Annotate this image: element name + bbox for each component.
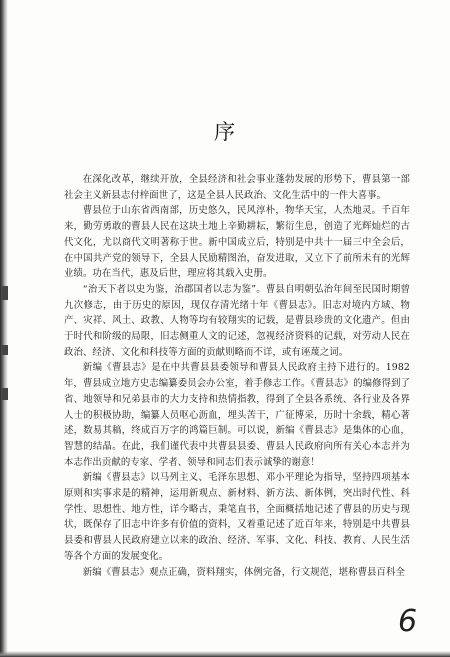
paragraph: 新编《曹县志》观点正确，资料翔实，体例完备，行文规范，堪称曹县百科全 xyxy=(82,566,405,578)
page-number: 6 xyxy=(398,604,418,639)
paragraph: 曹县位于山东省西南部，历史悠久，民风淳朴，物华天宝，人杰地灵。千百年来，勤劳勇敢的曹县人民在这块土地上辛勤耕耘，繁衍生息，创造了光辉灿烂的古代文化，尤以商代文明著称于世。新中国成立后，特别是中共十一届三中全会后，在中国共产党的领导下，全县人民励精图治，奋发进取，又立下了前所未有的光辉业绩。功在当代，惠及后世，理应将其载入史册。 xyxy=(64,205,410,280)
paragraph: “治天下者以史为鉴，治郡国者以志为鉴”。曹县自明朝弘治年间至民国时期曾九次修志，由于历史的原因，现仅存清光绪十年《曹县志》。旧志对境内方域、物产、灾祥、风土、政教、人物等均有较翔实的记载，是曹县珍贵的文化遗产。但由于时代和阶级的局限，旧志侧重人文的记述，忽视经济资料的记载，对劳动人民在政治、经济、文化和科技等方面的贡献则略而不详，或有诬蔑之词。 xyxy=(64,283,410,358)
paragraph: 新编《曹县志》是在中共曹县县委领导和曹县人民政府主持下进行的。1982年，曹县成立地方史志编纂委员会办公室，着手修志工作。《曹县志》的编修得到了省、地领导和兄弟县市的大力支持和热情指教，得到了全县各系统、各行业及各界人士的积极协助，编纂人员呕心沥血，埋头苦干，广征博采，历时十余载，精心著述，数易其稿，终成百万字的鸿篇巨制。可以说，新编《曹县志》是集体的心血，智慧的结晶。在此，我们谨代表中共曹县县委、曹县人民政府向所有关心本志并为本志作出贡献的专家、学者、领导和同志们表示诚挚的谢意！ xyxy=(64,362,410,468)
bottom-edge xyxy=(0,651,450,657)
scan-smudge xyxy=(2,345,8,355)
paragraph: 新编《曹县志》以马列主义、毛泽东思想、邓小平理论为指导，坚持四项基本原则和实事求是的精神，运用新观点、新材料、新方法、新体例，突出时代性、科学性、思想性、地方性，详今略古，秉笔直书，全面概括地记述了曹县的历史与现状，既保存了旧志中许多有价值的资料，又着重记述了近百年来，特别是中共曹县县委和曹县人民政府建立以来的政治、经济、军事、文化、科技、教育、人民生活等各个方面的发展变化。 xyxy=(64,472,410,562)
scan-smudge xyxy=(2,388,8,400)
page-title: 序 xyxy=(214,120,236,144)
binding-edge xyxy=(0,0,8,657)
preface-body xyxy=(64,172,410,580)
paragraph: 在深化改革，继续开放，全县经济和社会事业蓬勃发展的形势下，曹县第一部社会主义新县志付梓面世了，这是全县人民政治、文化生活中的一件大喜事。 xyxy=(64,174,410,201)
scan-smudge xyxy=(2,286,8,300)
